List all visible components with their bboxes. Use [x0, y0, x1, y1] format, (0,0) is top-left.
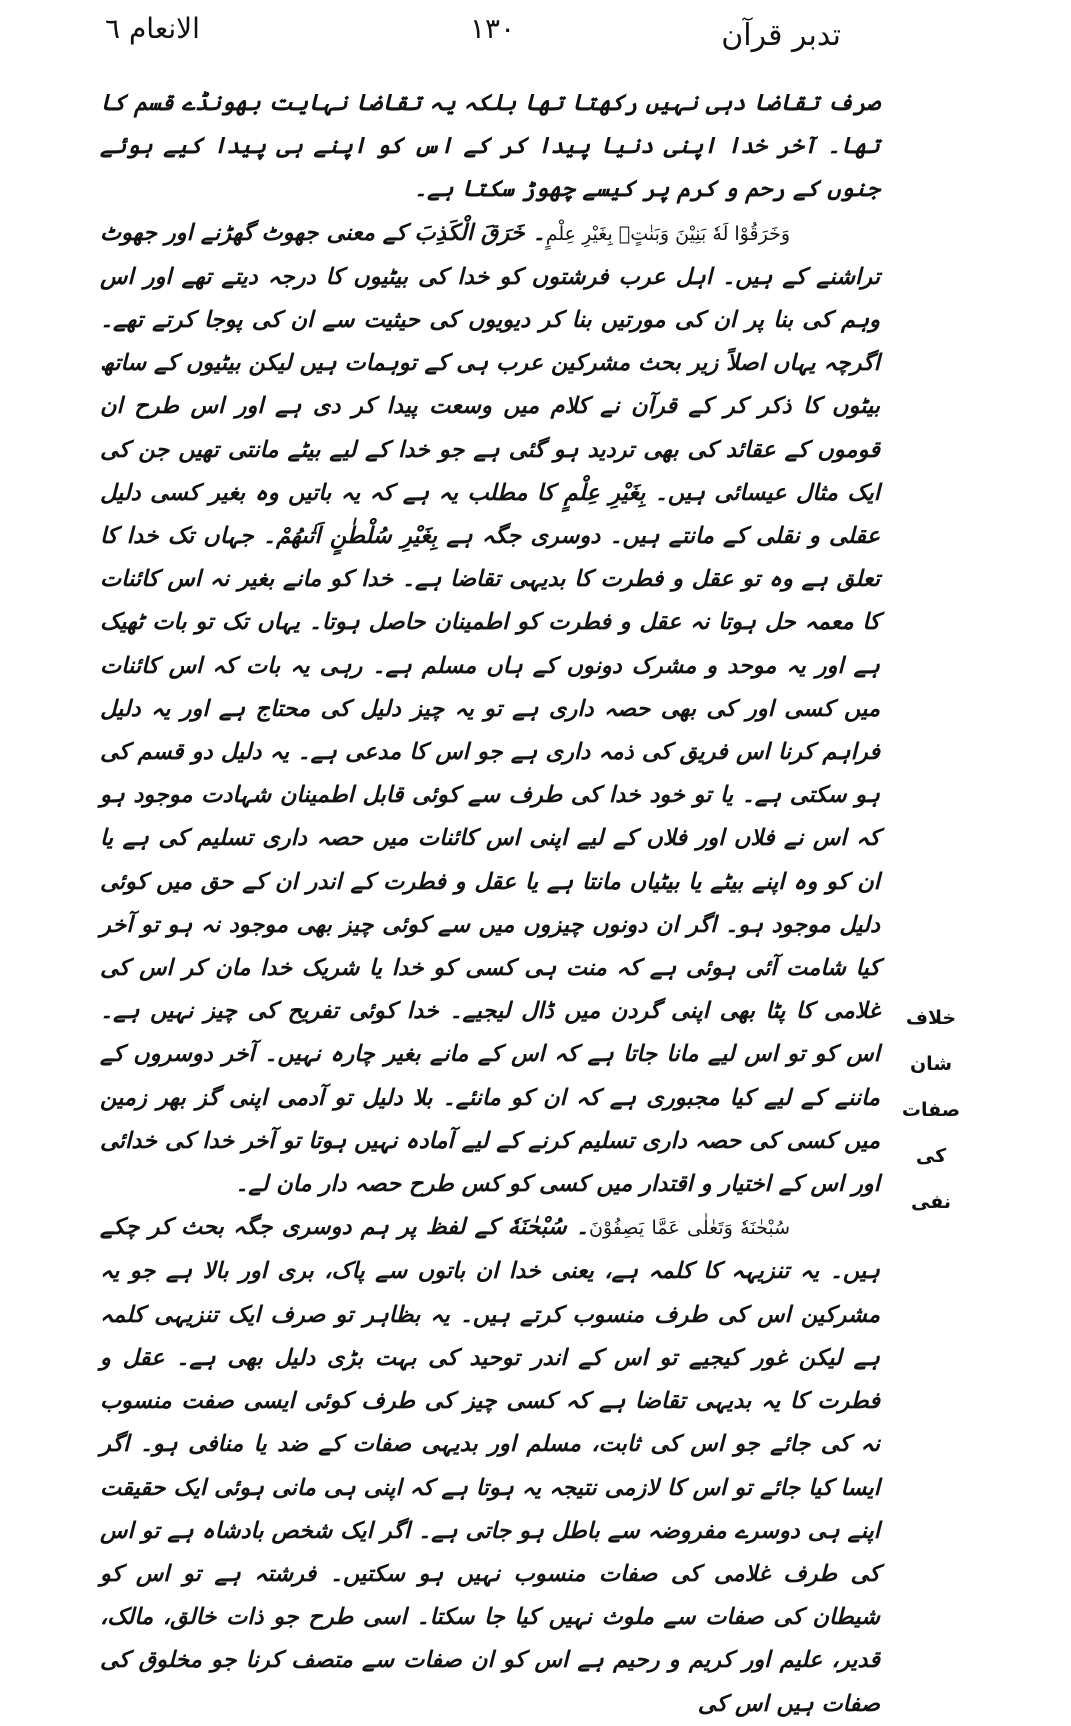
quranic-quote: سُبْحٰنَهٗ وَتَعٰلٰى عَمَّا يَصِفُوْنَ: [589, 1217, 791, 1240]
paragraph-text: صرف تقاضا دہی نہیں رکھتا تھا بلکہ یہ تقاضا نہایت بھونڈے قسم کا تھا۔ آخر خدا اپنی دنیا پیدا کر کے اس کو اپنے ہی پیدا کیے ہوئے جنوں کے رحم و کرم پر کیسے چھوڑ سکتا ہے۔: [100, 90, 880, 203]
paragraph-text: ۔ خَرَقَ الْكَذِبَ کے معنی جھوٹ گھڑنے اور جھوٹ تراشنے کے ہیں۔ اہل عرب فرشتوں کو خدا کی بیٹیوں کا درجہ دیتے تھے اور اس وہم کی بنا پر ان کی مورتیں بنا کر دیویوں کی حیثیت سے ان کی پوجا کرتے تھے۔ اگرچہ یہاں اصلاً زیر بحث مشرکین عرب ہی کے توہمات ہیں لیکن بیٹیوں کے ساتھ بیٹوں کا ذکر کر کے قرآن نے کلام میں وسعت پیدا کر دی ہے اور اس طرح ان قوموں کے عقائد کی بھی تردید ہو گئی ہے جو خدا کے لیے بیٹے مانتی تھیں جن کی ایک مثال عیسائی ہیں۔ بِغَيْرِ عِلْمٍ کا مطلب یہ ہے کہ یہ باتیں وہ بغیر کسی دلیل عقلی و نقلی کے مانتے ہیں۔ دوسری جگہ ہے بِغَيْرِ سُلْطٰنٍ اَتٰىهُمْ۔ جہاں تک خدا کا تعلق ہے وہ تو عقل و فطرت کا بدیہی تقاضا ہے۔ خدا کو مانے بغیر نہ اس کائنات کا معمہ حل ہوتا نہ عقل و فطرت کو اطمینان حاصل ہوتا۔ یہاں تک تو بات ٹھیک ہے اور یہ موحد و مشرک دونوں کے ہاں مسلم ہے۔ رہی یہ بات کہ اس کائنات میں کسی اور کی بھی حصہ داری ہے تو یہ چیز دلیل کی محتاج ہے اور یہ دلیل فراہم کرنا اس فریق کی ذمہ داری ہے جو اس کا مدعی ہے۔ یہ دلیل دو قسم کی ہو سکتی ہے۔ یا تو خود خدا کی طرف سے کوئی قابل اطمینان شہادت موجود ہو کہ اس نے فلاں اور فلاں کے لیے اپنی اس کائنات میں حصہ داری تسلیم کی ہے یا ان کو وہ اپنے بیٹے یا بیٹیاں مانتا ہے یا عقل و فطرت کے اندر ان کے حق میں کوئی دلیل موجود ہو۔ اگر ان دونوں چیزوں میں سے کوئی چیز بھی موجود نہ ہو تو آخر کیا شامت آئی ہوئی ہے کہ منت ہی کسی کو خدا یا شریک خدا مان کر اس کی غلامی کا پٹا بھی اپنی گردن میں ڈال لیجیے۔ خدا کوئی تفریح کی چیز نہیں ہے۔ اس کو تو اس لیے مانا جاتا ہے کہ اس کے مانے بغیر چارہ نہیں۔ آخر دوسروں کے ماننے کے لیے کیا مجبوری ہے کہ ان کو مانئے۔ بلا دلیل تو آدمی اپنی گز بھر زمین میں کسی کی حصہ داری تسلیم کرنے کے لیے آمادہ نہیں ہوتا تو آخر خدا کی خدائی اور اس کے اختیار و اقتدار میں کسی کو کس طرح حصہ دار مان لے۔: [100, 219, 880, 1198]
paragraph-text: ۔ سُبْحٰنَهٗ کے لفظ پر ہم دوسری جگہ بحث کر چکے ہیں۔ یہ تنزیہہ کا کلمہ ہے، یعنی خدا ان باتوں سے پاک، بری اور بالا ہے جو یہ مشرکین اس کی طرف منسوب کرتے ہیں۔ یہ بظاہر تو صرف ایک تنزیہی کلمہ ہے لیکن غور کیجیے تو اس کے اندر توحید کی بہت بڑی دلیل بھی ہے۔ عقل و فطرت کا یہ بدیہی تقاضا ہے کہ کسی چیز کی طرف کوئی ایسی صفت منسوب نہ کی جائے جو اس کی ثابت، مسلم اور بدیہی صفات کے ضد یا منافی ہو۔ اگر ایسا کیا جائے تو اس کا لازمی نتیجہ یہ ہوتا ہے کہ اپنی ہی مانی ہوئی ایک حقیقت اپنے ہی دوسرے مفروضہ سے باطل ہو جاتی ہے۔ اگر ایک شخص بادشاہ ہے تو اس کی طرف غلامی کی صفات منسوب نہیں ہو سکتیں۔ فرشتہ ہے تو اس کو شیطان کی صفات سے ملوث نہیں کیا جا سکتا۔ اسی طرح جو ذات خالق، مالک، قدیر، علیم اور کریم و رحیم ہے اس کو ان صفات سے متصف کرنا جو مخلوق کی صفات ہیں اس کی: [100, 1214, 880, 1717]
margin-note-line: صفات کی: [901, 1099, 961, 1167]
page-number: ۱۳۰: [470, 12, 516, 45]
paragraph-ayah-100: [100, 212, 880, 1207]
page-header: [0, 0, 1071, 70]
margin-note-line: نفی: [910, 1191, 952, 1213]
margin-note: [886, 995, 976, 1225]
commentary-body: [100, 82, 880, 1726]
paragraph-tasbih: [100, 1206, 880, 1725]
paragraph-intro: [100, 82, 880, 212]
surah-label: الانعام ٦: [105, 12, 200, 45]
book-title: تدبر قرآن: [721, 18, 841, 53]
margin-note-line: خلاف شان: [905, 1007, 957, 1075]
quranic-quote: وَخَرَقُوْا لَهٗ بَنِيْنَ وَبَنٰتٍۢ بِغَيْرِ عِلْمٍ: [545, 222, 790, 245]
